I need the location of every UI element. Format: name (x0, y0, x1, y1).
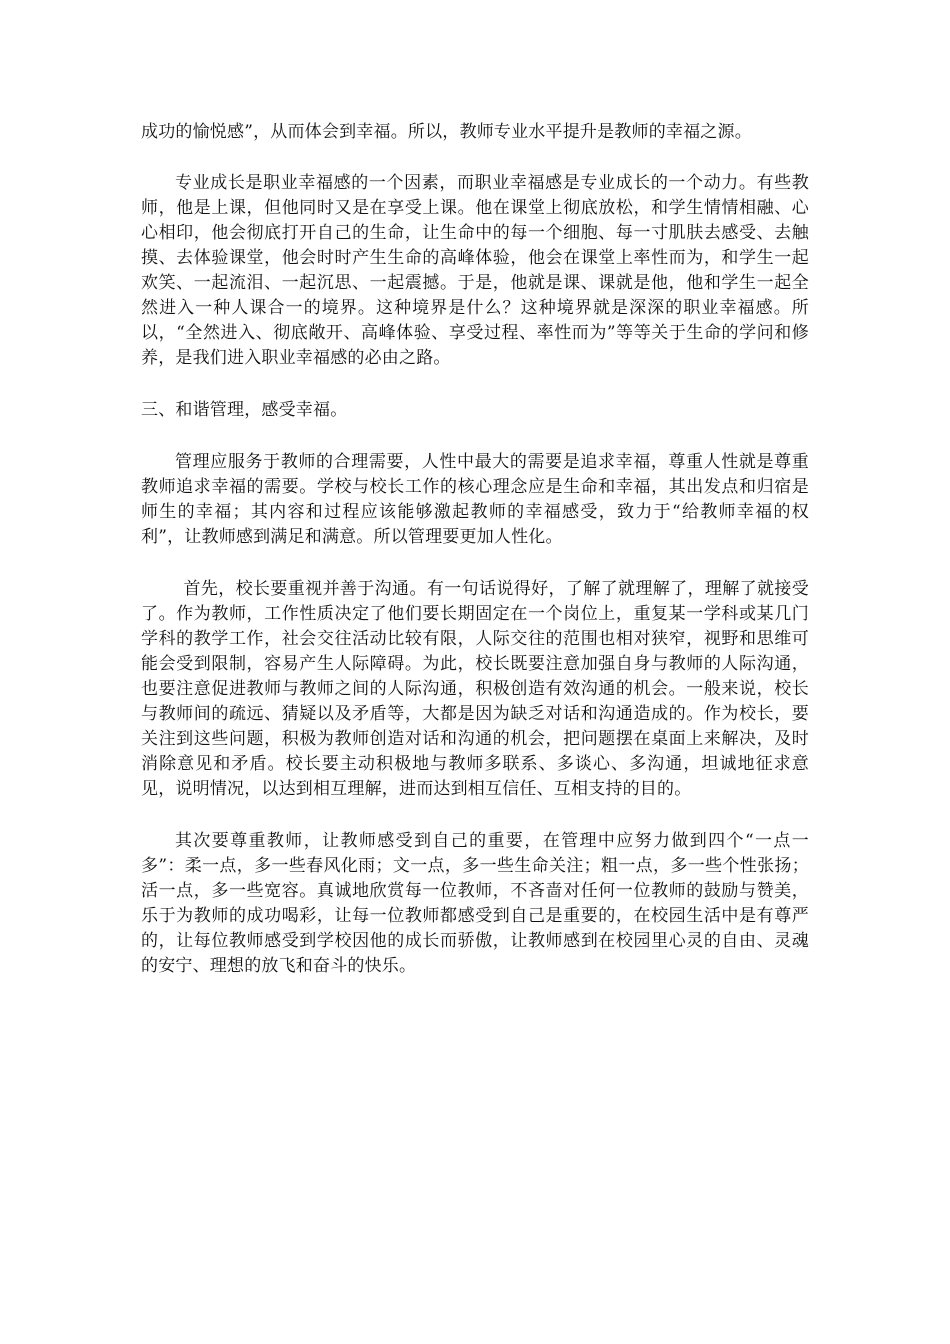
paragraph-intro-tail: 成功的愉悦感”，从而体会到幸福。所以，教师专业水平提升是教师的幸福之源。 (141, 122, 752, 142)
document-page (141, 120, 809, 979)
section-heading-harmonious-management: 三、和谐管理，感受幸福。 (141, 400, 348, 420)
paragraph-gap (141, 145, 809, 171)
paragraph-respect-teachers: 其次要尊重教师，让教师感受到自己的重要，在管理中应努力做到四个“一点一多”：柔一点，多一些春风化雨；文一点，多一些生命关注；粗一点，多一些个性张扬；活一点，多一些宽容。真诚地欣赏每一位教师，不吝啬对任何一位教师的鼓励与赞美，乐于为教师的成功喝彩，让每一位教师都感受到自己是重要的，在校园生活中是有尊严的，让每位教师感受到学校因他的成长而骄傲，让教师感到在校园里心灵的自由、灵魂的安宁、理想的放飞和奋斗的快乐。 (141, 831, 809, 976)
paragraph-gap (141, 371, 809, 398)
paragraph-communication: 首先，校长要重视并善于沟通。有一句话说得好，了解了就理解了，理解了就接受了。作为教师，工作性质决定了他们要长期固定在一个岗位上，重复某一学科或某几门学科的教学工作，社会交往活动比较有限，人际交往的范围也相对狭窄，视野和思维可能会受到限制，容易产生人际障碍。为此，校长既要注意加强自身与教师的人际沟通，也要注意促进教师与教师之间的人际沟通，积极创造有效沟通的机会。一般来说，校长与教师间的疏远、猜疑以及矛盾等，大都是因为缺乏对话和沟通造成的。作为校长，要关注到这些问题，积极为教师创造对话和沟通的机会，把问题摆在桌面上来解决，及时消除意见和矛盾。校长要主动积极地与教师多联系、多谈心、多沟通，坦诚地征求意见，说明情况，以达到相互理解，进而达到相互信任、互相支持的目的。 (141, 579, 809, 799)
paragraph-management-serves-teachers: 管理应服务于教师的合理需要，人性中最大的需要是追求幸福，尊重人性就是尊重教师追求幸福的需要。学校与校长工作的核心理念应是生命和幸福，其出发点和归宿是师生的幸福；其内容和过程应该能够激起教师的幸福感受，致力于“给教师幸福的权利”，让教师感到满足和满意。所以管理要更加人性化。 (141, 452, 809, 547)
paragraph-gap (141, 802, 809, 829)
paragraph-professional-growth: 专业成长是职业幸福感的一个因素，而职业幸福感是专业成长的一个动力。有些教师，他是上课，但他同时又是在享受上课。他在课堂上彻底放松，和学生情情相融、心心相印，他会彻底打开自己的生命，让生命中的每一个细胞、每一寸肌肤去感受、去触摸、去体验课堂，他会时时产生生命的高峰体验，他会在课堂上率性而为，和学生一起欢笑、一起流泪、一起沉思、一起震撼。于是，他就是课、课就是他，他和学生一起全然进入一种人课合一的境界。这种境界是什么？这种境界就是深深的职业幸福感。所以，“全然进入、彻底敞开、高峰体验、享受过程、率性而为”等等关于生命的学问和修养，是我们进入职业幸福感的必由之路。 (141, 173, 809, 368)
paragraph-gap (141, 550, 809, 577)
paragraph-gap (141, 423, 809, 450)
